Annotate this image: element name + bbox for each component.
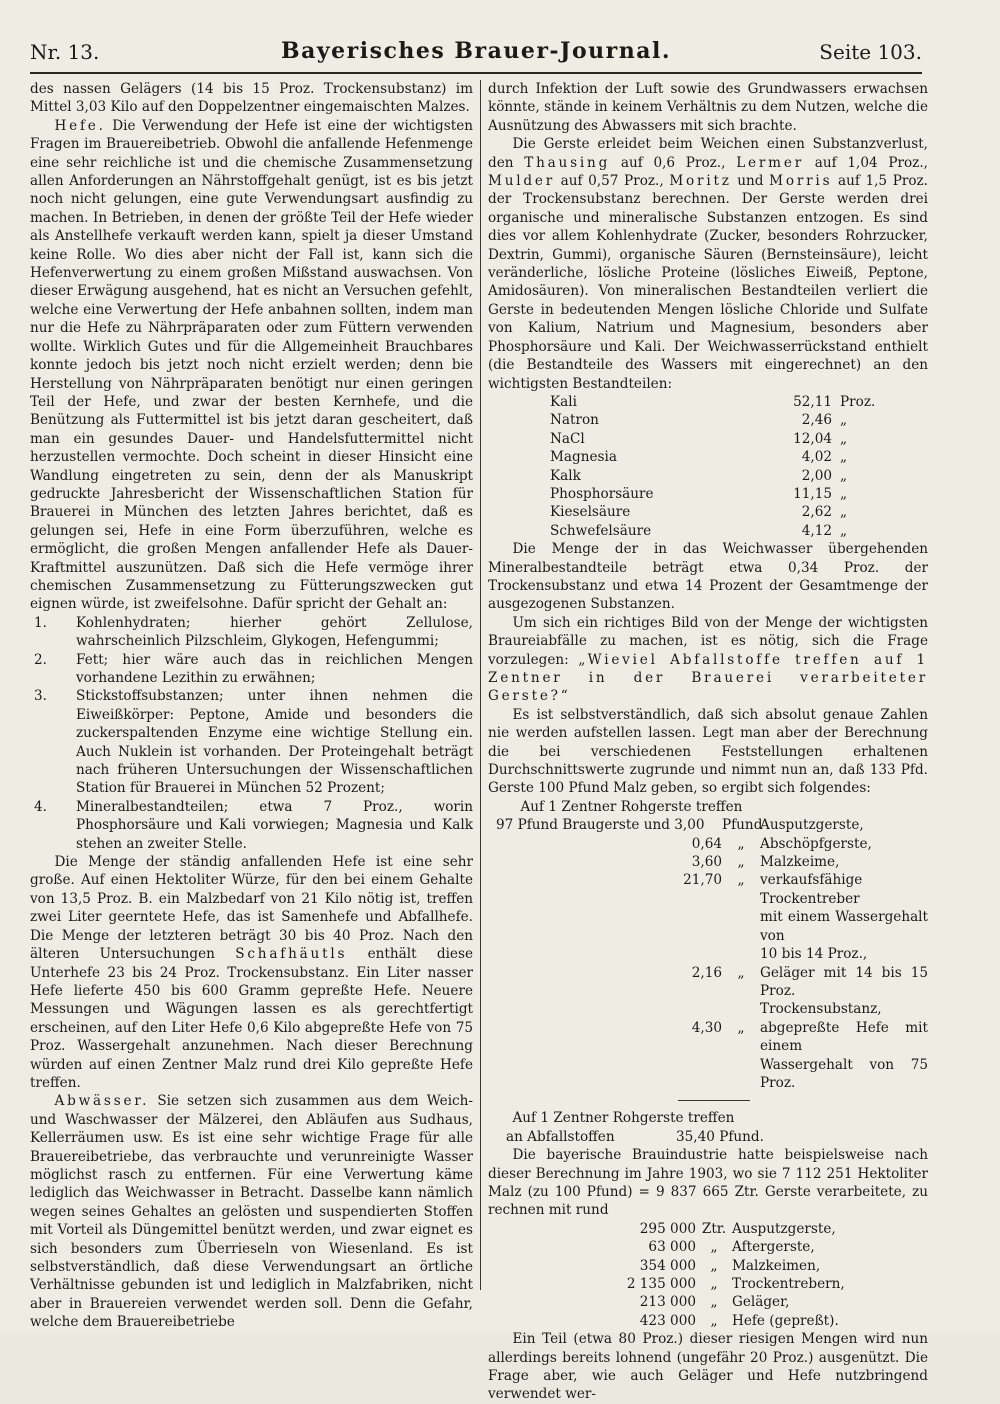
paragraph-abwaesser (30, 1092, 473, 1331)
paragraph-hefemenge (30, 853, 473, 1092)
total-intro: Auf 1 Zentner Rohgerste treffen (512, 1110, 735, 1127)
table-row (550, 485, 890, 503)
calc-unit: „ (737, 835, 745, 852)
calc-row (496, 853, 928, 871)
calc-unit: „ (737, 1019, 745, 1036)
calc-intro: Auf 1 Zentner Rohgerste treffen (520, 798, 743, 815)
text-run: Die Gerste erleidet beim Weichen einen Substanzverlust, den (488, 136, 928, 171)
table-cell-name: Kalk (550, 467, 581, 484)
calc-continuation: mit einem Wassergehalt von (760, 909, 928, 944)
residue-table (550, 393, 890, 540)
table-row (550, 522, 890, 540)
table-cell-value: 2,46 (801, 412, 832, 429)
calc-row (496, 871, 928, 908)
product-amount: 295 000 (639, 1220, 696, 1237)
table-row (550, 467, 890, 485)
calc-row (496, 964, 928, 1001)
product-unit: „ (710, 1312, 718, 1329)
calc-amount: 3,60 (691, 854, 722, 871)
table-cell-name: Natron (550, 412, 599, 429)
list-item (488, 1293, 928, 1311)
paragraph-hefemenge-a: Die Menge der ständig anfallenden Hefe ist eine sehr große. Auf einen Hektoliter Würze, für den bei einem Gehalte von 13,5 Proz. B. ein Malzbedarf von 21 Kilo nötig ist, treffen zwei Liter geerntete Hefe, das ist Samenhefe und Abfallhefe. Die Menge der letzteren beträgt 30 bis 40 Proz. Nach den älteren Untersuchungen (30, 854, 473, 963)
paragraph-hefe (30, 117, 473, 614)
list-item-number: 3. (34, 688, 47, 705)
paragraph-frage (488, 614, 928, 706)
journal-title: Bayerisches Brauer-Journal. (281, 38, 671, 64)
calc-continuation: Wassergehalt von 75 Proz. (760, 1056, 928, 1091)
paragraph-mineral: Die Menge der in das Weichwasser übergehenden Mineralbestandteile beträgt etwa 0,34 Proz. der Trockensubstanz und etwa 14 Prozent der Gesamtmenge der ausgezogenen Substanzen. (488, 541, 928, 613)
total-label: an Abfallstoffen (506, 1128, 615, 1145)
text-run: auf 1,5 Proz. der Trockensubstanz berechnen. Der Gerste werden drei organische und mineralische Substanzen entzogen. Es sind dies vor allem Kohlenhydrate (Zucker, besonders Rohrzucker, Dextrin, Gummi), organische Säuren (Bernsteinsäure), leicht veränderliche, lösliche Proteine (lösliches Eiweiß, Peptone, Amidosäuren). Von mineralischen Bestandteilen verliert die Gerste in bedeutenden Mengen lösliche Chloride und Sulfate von Kalium, Natrium und Magnesium, besonders aber Phosphorsäure und Kali. Der Weichwasserrückstand enthielt (die Bestandteile des Wassers mit eingerechnet) an den wichtigsten Bestandteilen: (488, 173, 929, 392)
calc-unit: „ (737, 854, 745, 871)
author-name: Morris (769, 173, 833, 190)
table-cell-unit: „ (840, 412, 848, 429)
page-header (30, 38, 922, 74)
question-emphasis: „Wieviel Abfallstoffe treffen auf 1 Zentner in der Brauerei verarbeiteter Gerste?“ (488, 651, 929, 705)
calc-amount: 2,16 (691, 964, 722, 981)
paragraph-gelaeger: des nassen Gelägers (14 bis 15 Proz. Trockensubstanz) im Mittel 3,03 Kilo auf den Doppelzentner eingemaischten Malzes. (30, 81, 473, 116)
author-name: Mulder (488, 173, 556, 190)
calc-desc: Abschöpfgerste, (760, 835, 872, 852)
paragraph-berechnung: Es ist selbstverständlich, daß sich absolut genaue Zahlen nie werden aufstellen lassen. Legt man aber der Berechnung die bei verschiedenen Feststellungen erhaltenen Durchschnittswerte zugrunde und nimmt nun an, daß 133 Pfd. Gerste 100 Pfund Malz geben, so ergibt sich folgendes: (488, 706, 928, 797)
table-cell-unit: „ (840, 467, 848, 484)
calc-desc: Malzkeime, (760, 854, 840, 871)
total-value: 35,40 Pfund. (676, 1128, 764, 1145)
product-unit: „ (710, 1276, 718, 1292)
calc-desc: Ausputzgerste, (760, 817, 864, 834)
list-item (30, 651, 473, 688)
list-item-number: 4. (34, 798, 47, 815)
table-cell-unit: „ (840, 522, 848, 539)
calc-amount: 4,30 (691, 1019, 722, 1036)
calc-unit: „ (737, 964, 745, 981)
product-amount: 63 000 (648, 1239, 696, 1256)
product-unit: „ (710, 1239, 718, 1256)
table-cell-unit: „ (840, 485, 848, 502)
table-cell-unit: „ (840, 449, 848, 466)
table-cell-value: 52,11 (793, 393, 832, 410)
text-run: auf 0,57 Proz., (555, 173, 670, 190)
page-number: Seite 103. (819, 40, 922, 64)
paragraph-infektion: durch Infektion der Luft sowie des Grundwassers erwachsen könnte, stände in keinem Verhältnis zu dem Nutzen, welche die Ausnützung des Abwassers mit sich brachte. (488, 81, 928, 134)
calc-unit: „ (737, 872, 745, 889)
table-row (550, 503, 890, 521)
list-item (488, 1220, 928, 1238)
paragraph-verwertung: Ein Teil (etwa 80 Proz.) dieser riesigen Mengen wird nun allerdings bereits lohnend (ungefähr 20 Proz.) ausgenützt. Die Frage aber, wie auch Geläger und Hefe nutzbringend verwendet wer- (488, 1331, 928, 1403)
calc-amount: 0,64 (691, 835, 722, 852)
product-unit: Ztr. (701, 1220, 727, 1237)
table-cell-value: 4,02 (801, 449, 832, 466)
product-desc: Trockentrebern, (732, 1276, 845, 1292)
product-desc: Malzkeimen, (732, 1257, 821, 1274)
text-run: und (731, 173, 770, 190)
table-cell-value: 11,15 (793, 485, 832, 502)
table-cell-value: 2,62 (801, 504, 832, 521)
product-desc: Hefe (gepreßt). (732, 1312, 839, 1329)
list-item (488, 1275, 928, 1293)
product-desc: Geläger, (732, 1294, 790, 1311)
product-amount: 213 000 (639, 1294, 696, 1311)
table-cell-unit: „ (840, 430, 848, 447)
nutrient-list (30, 614, 473, 853)
waste-calculation (496, 798, 928, 1093)
section-heading-hefe: Hefe. (54, 117, 106, 134)
table-cell-name: Kali (550, 393, 577, 410)
product-unit: „ (710, 1257, 718, 1274)
list-item-text: Kohlenhydraten; hierher gehört Zellulose, wahrscheinlich Pilzschleim, Glykogen, Hefengummi; (76, 614, 473, 650)
paragraph-hefe-text: Die Verwendung der Hefe ist eine der wichtigsten Fragen im Brauereibetrieb. Obwohl die anfallende Hefenmenge eine sehr reichliche ist und die chemische Zusammensetzung allen Anforderungen an Nährstoffgehalt genügt, ist es bis jetzt noch nicht gelungen, eine gute Verwendungsart ausfindig zu machen. In Betrieben, in denen der größte Teil der Hefe wieder als Anstellhefe verkauft werden kann, spielt ja dieser Umstand keine Rolle. Wo dies aber nicht der Fall ist, kann sich die Hefenverwertung zu einem großen Mißstand auswachsen. Von dieser Erwägung ausgehend, hat es nicht an Versuchen gefehlt, welche eine Verwertung der Hefe anbahnen sollten, indem man nur die Hefe zu Nährpräparaten oder zum Füttern verwenden wollte. Wirklich Gutes und für die Allgemeinheit Brauchbares konnte jedoch bis jetzt noch nicht erzielt werden; denn bie Herstellung von Nährpräparaten benötigt nur einen geringen Teil der Hefe, und zwar der besten Kernhefe, und die Benützung als Futtermittel ist bis jetzt daran gescheitert, daß man ein gesundes Dauer- und Handelsfuttermittel nicht herzustellen vermochte. Doch scheint in dieser Hinsicht eine Wandlung eingetreten zu sein, denn der als Manuskript gedruckte Jahresbericht der Wissenschaftlichen Station für Brauerei in München des letzten Jahres berichtet, daß es gelungen sei, Hefe in eine Form überzuführen, welche es ermöglicht, die großen Mengen anfallender Hefe als Dauer-Kraftmittel auszunützen. Daß sich die Hefe vermöge ihrer chemischen Zusammensetzung zu Fütterungszwecken gut eignen würde, ist zweifelsohne. Dafür spricht der Gehalt an: (30, 117, 473, 613)
author-name: Moritz (669, 173, 732, 190)
product-amount: 423 000 (639, 1312, 696, 1329)
list-item-number: 2. (34, 651, 47, 668)
right-column (488, 80, 928, 1404)
table-cell-unit: Proz. (840, 393, 876, 410)
author-name: Thausing (524, 154, 611, 171)
paragraph-hefemenge-b: enthält diese Unterhefe 23 bis 24 Proz. Trockensubstanz. Ein Liter nasser Hefe lieferte 450 bis 600 Gramm gepreßte Hefe. Neuere Messungen und Wägungen lassen es als gerechtfertigt erscheinen, auf den Liter Hefe 0,6 Kilo abgepreßte Hefe von 75 Proz. Wassergehalt anzunehmen. Nach dieser Berechnung würden auf einen Zentner Malz rund drei Kilo gepreßte Hefe treffen. (30, 946, 473, 1091)
product-desc: Aftergerste, (732, 1239, 815, 1256)
table-cell-name: Schwefelsäure (550, 522, 652, 539)
calc-amount: 97 Pfund Braugerste und 3,00 (496, 817, 705, 834)
calc-row (496, 835, 928, 853)
product-list (488, 1220, 928, 1330)
column-divider (480, 80, 481, 1290)
calc-row (496, 1019, 928, 1056)
author-name: Schafhäutls (235, 946, 348, 963)
table-cell-value: 2,00 (801, 467, 832, 484)
paragraph-substanzverlust (488, 135, 928, 393)
paragraph-abwaesser-text: Sie setzen sich zusammen aus dem Weich- und Waschwasser der Mälzerei, den Abläufen aus Sudhaus, Kellerräumen usw. Es ist eine sehr wichtige Frage für alle Brauereibetriebe, das verbrauchte und verunreinigte Wasser möglichst rasch zu entfernen. Für eine Verwertung käme lediglich das Weichwasser in Betracht. Dasselbe kann nämlich wegen seines Gehaltes an gelösten und suspendierten Stoffen mit Vorteil als Düngemittel benützt werden, und zwar eignet es sich besonders zum Überrieseln von Wiesenland. Es ist selbstverständlich, daß diese Verwendungsart an örtliche Verhältnisse gebunden ist und lediglich in Malzfabriken, nicht aber in Brauereien verwendet werden soll. Denn die Gefahr, welche dem Brauereibetriebe (30, 1093, 473, 1331)
calc-desc: Geläger mit 14 bis 15 Proz. (760, 964, 928, 999)
calc-amount: 21,70 (683, 872, 722, 889)
list-item-text: Stickstoffsubstanzen; unter ihnen nehmen die Eiweißkörper: Peptone, Amide und besonders die zuckerspaltenden Enzyme eine wichtige Stellung ein. Auch Nuklein ist vorhanden. Der Proteingehalt beträgt nach früheren Untersuchungen der Wissenschaftlichen Station für Brauerei in München 52 Prozent; (76, 688, 473, 797)
paragraph-frage-text: Um sich ein richtiges Bild von der Menge der wichtigsten Braureiabfälle zu machen, ist es nötig, sich die Frage vorzulegen: (488, 614, 928, 668)
list-item (488, 1312, 928, 1330)
list-item-text: Fett; hier wäre auch das in reichlichen Mengen vorhandene Lezithin zu erwähnen; (76, 651, 473, 686)
paragraph-bayern: Die bayerische Brauindustrie hatte beispielsweise nach dieser Berechnung im Jahre 1903, wo sie 7 112 251 Hektoliter Malz (zu 100 Pfund) = 9 837 665 Ztr. Gerste verarbeitete, zu rechnen mit rund (488, 1147, 928, 1219)
table-row (550, 448, 890, 466)
product-unit: „ (710, 1294, 718, 1311)
list-item (30, 798, 473, 853)
text-run: auf 1,04 Proz., (804, 154, 928, 171)
calc-desc: abgepreßte Hefe mit einem (760, 1019, 928, 1055)
table-cell-value: 4,12 (801, 522, 832, 539)
author-name: Lermer (736, 154, 804, 171)
product-amount: 354 000 (639, 1257, 696, 1274)
table-cell-name: Magnesia (550, 449, 617, 466)
product-amount: 2 135 000 (626, 1276, 696, 1292)
section-heading-abwaesser: Abwässer. (54, 1093, 150, 1110)
table-row (550, 430, 890, 448)
table-row (550, 411, 890, 429)
list-item-number: 1. (34, 614, 47, 631)
issue-number: Nr. 13. (30, 40, 100, 64)
list-item (30, 614, 473, 651)
calc-desc: verkaufsfähige Trockentreber (760, 872, 863, 907)
list-item (488, 1257, 928, 1275)
calc-continuation: Trockensubstanz, (760, 1001, 882, 1018)
table-cell-value: 12,04 (793, 430, 832, 447)
table-cell-name: NaCl (550, 430, 585, 447)
calc-unit: Pfund (722, 817, 763, 834)
table-cell-unit: „ (840, 504, 848, 521)
total-row (488, 1128, 928, 1146)
sum-rule (678, 1100, 750, 1101)
calc-continuation: 10 bis 14 Proz., (760, 946, 868, 963)
text-run: auf 0,6 Proz., (610, 154, 737, 171)
product-desc: Ausputzgerste, (732, 1220, 836, 1237)
left-column (30, 80, 473, 1332)
list-item-text: Mineralbestandteilen; etwa 7 Proz., worin Phosphorsäure und Kali vorwiegen; Magnesia und Kalk stehen an zweiter Stelle. (76, 798, 473, 852)
list-item (30, 687, 473, 797)
table-cell-name: Kieselsäure (550, 504, 631, 521)
calc-row (496, 816, 928, 834)
table-cell-name: Phosphorsäure (550, 485, 654, 502)
list-item (488, 1238, 928, 1256)
table-row (550, 393, 890, 411)
